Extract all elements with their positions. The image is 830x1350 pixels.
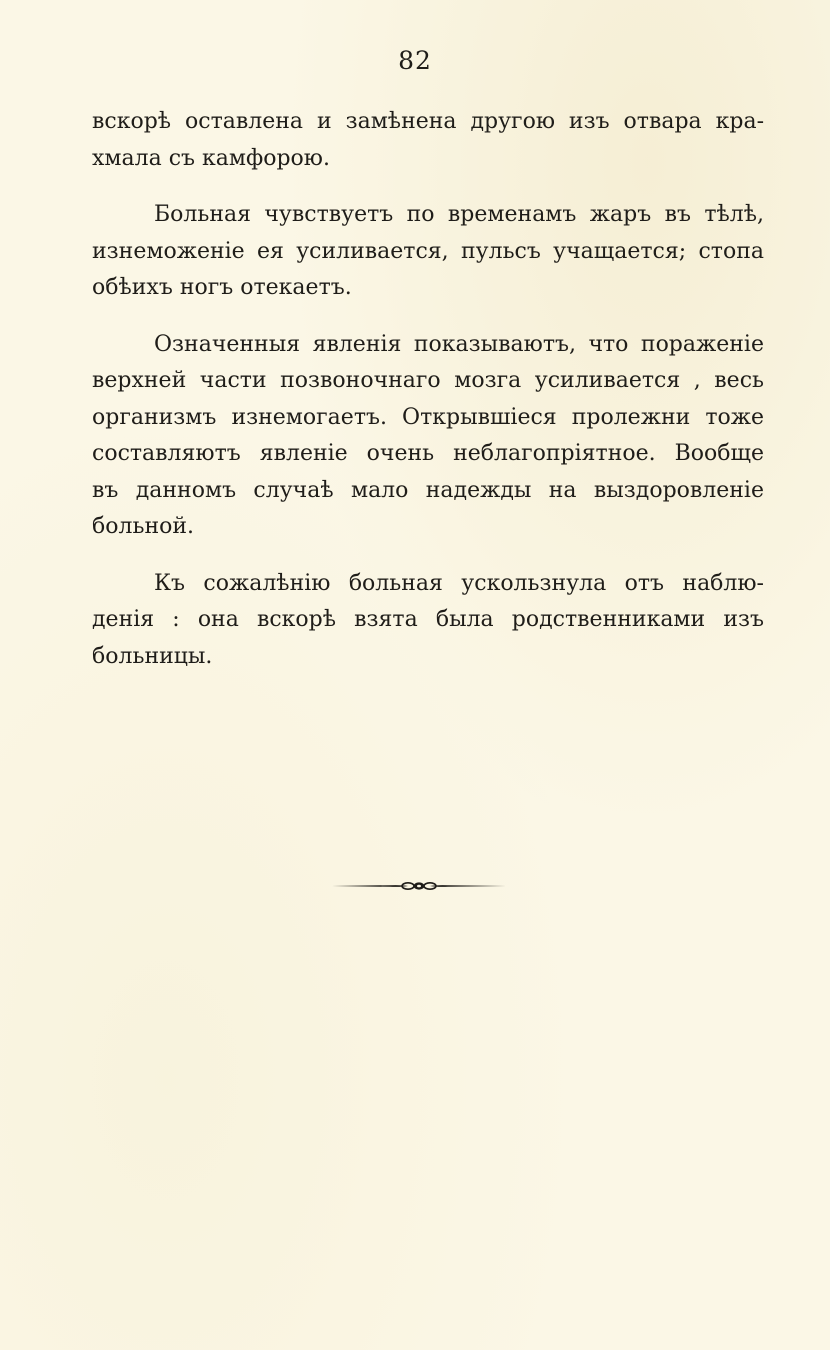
text-line: Къ сожалѣнію больная ускользнула отъ наблю-: [154, 570, 764, 596]
text-line: вскорѣ оставлена и замѣнена другою изъ отвара кра-: [92, 109, 764, 134]
paragraph: [92, 327, 764, 546]
text-line: хмала съ камфорою.: [92, 145, 330, 171]
text-line: изнеможеніе ея усиливается, пульсъ учащается; стопа: [92, 238, 764, 264]
text-line: Означенныя явленія показываютъ, что пораженіе: [154, 331, 764, 357]
text-line: въ данномъ случаѣ мало надежды на выздоровленіе: [92, 477, 764, 503]
text-line: больницы.: [92, 643, 213, 669]
text-line: организмъ изнемогаетъ. Открывшіеся пролежни тоже: [92, 404, 764, 430]
text-line: денія : она вскорѣ взята была родственниками изъ: [92, 607, 764, 632]
decorative-divider-icon: [330, 878, 508, 894]
text-line: составляютъ явленіе очень неблагопріятное. Вообще: [92, 441, 764, 466]
text-line: больной.: [92, 514, 195, 539]
text-line: обѣихъ ногъ отекаетъ.: [92, 275, 352, 300]
paragraph: [92, 566, 764, 676]
body-text: [92, 104, 764, 675]
page-number: 82: [398, 46, 432, 75]
text-line: верхней части позвоночнаго мозга усиливается , весь: [92, 368, 764, 393]
text-line: Больная чувствуетъ по временамъ жаръ въ тѣлѣ,: [154, 202, 764, 227]
paragraph: [92, 104, 764, 177]
paragraph: [92, 197, 764, 307]
